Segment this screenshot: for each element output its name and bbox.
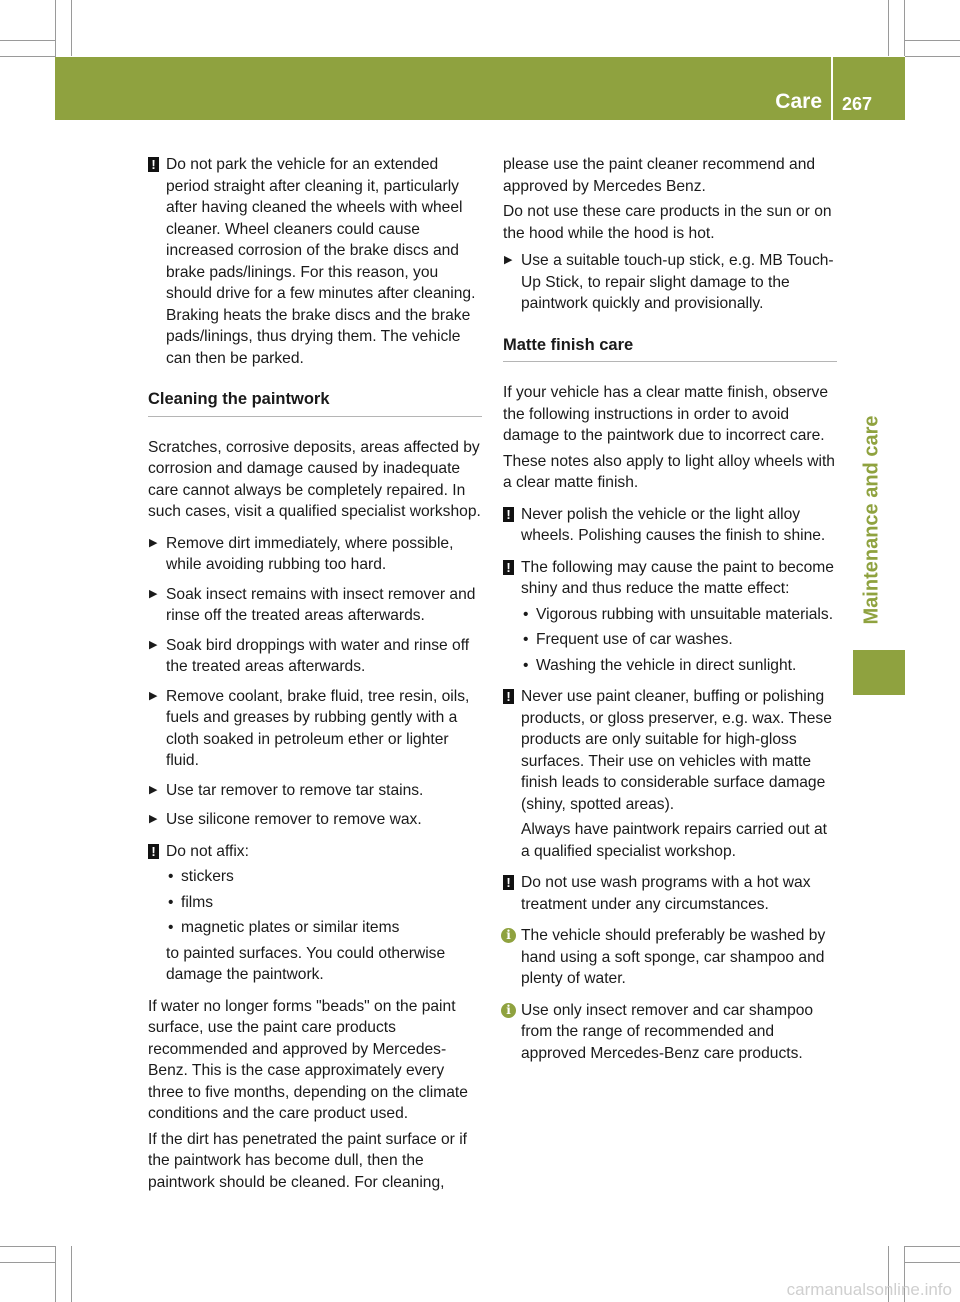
page-number: 267 — [842, 94, 873, 114]
step-item: ▶ Use a suitable touch-up stick, e.g. MB Touch-Up Stick, to repair slight damage to the paintwork quickly and provisionally. — [504, 252, 834, 312]
crop-mark — [55, 0, 56, 56]
warning-note: ! Never polish the vehicle or the light alloy wheels. Polishing causes the finish to shine. — [503, 504, 837, 547]
crop-mark — [905, 1246, 960, 1247]
warning-note: ! Do not use wash programs with a hot wax treatment under any circumstances. — [503, 872, 837, 915]
paragraph: Do not use these care products in the sun or on the hood while the hood is hot. — [503, 203, 832, 242]
list-item: • Vigorous rubbing with unsuitable materials. — [523, 605, 834, 623]
list-item: • Frequent use of car washes. — [523, 631, 733, 648]
step-item: ▶ Soak insect remains with insect remover and rinse off the treated areas afterwards. — [149, 585, 476, 624]
arrow-icon: ▶ — [149, 587, 158, 600]
side-tab-label: Maintenance and care — [860, 415, 883, 625]
warning-icon: ! — [148, 157, 159, 172]
arrow-icon: ▶ — [149, 536, 158, 549]
step-item: ▶ Use tar remover to remove tar stains. — [148, 780, 482, 802]
crop-mark — [905, 56, 960, 57]
step-item: ▶ Remove coolant, brake fluid, tree resin, oils, fuels and greases by rubbing gently with a cloth soaked in petroleum ether or lighter fluid. — [149, 687, 470, 769]
paragraph: Always have paintwork repairs carried out at a qualified specialist workshop. — [521, 821, 827, 860]
info-icon: i — [501, 1003, 516, 1018]
warning-note: ! The following may cause the paint to become shiny and thus reduce the matte effect: — [503, 557, 837, 600]
step-item: ▶ Remove dirt immediately, where possible, while avoiding rubbing too hard. — [149, 534, 454, 573]
warning-icon: ! — [503, 507, 514, 522]
left-column — [148, 154, 482, 1203]
paragraph: If your vehicle has a clear matte finish, observe the following instructions in order to avoid damage to the paintwork due to incorrect care. — [503, 384, 829, 444]
crop-mark — [0, 1262, 56, 1263]
crop-mark — [0, 56, 56, 57]
list-item: • stickers — [168, 868, 234, 885]
paragraph: These notes also apply to light alloy wheels with a clear matte finish. — [503, 452, 835, 491]
step-item: ▶ Soak bird droppings with water and rinse off the treated areas afterwards. — [149, 636, 470, 675]
arrow-icon: ▶ — [149, 638, 158, 651]
crop-mark — [71, 0, 72, 56]
paragraph: to painted surfaces. You could otherwise damage the paintwork. — [166, 944, 446, 983]
paragraph: please use the paint cleaner recommend and approved by Mercedes Benz. — [503, 156, 816, 195]
heading-matte-finish-care: Matte finish care — [503, 335, 837, 363]
crop-mark — [904, 0, 905, 56]
warning-icon: ! — [503, 560, 514, 575]
crop-mark — [888, 0, 889, 56]
arrow-icon: ▶ — [504, 254, 513, 266]
header-separator — [831, 57, 833, 120]
crop-mark — [0, 1246, 56, 1247]
warning-note: ! Do not affix: — [148, 841, 482, 863]
crop-mark — [71, 1246, 72, 1302]
crop-mark — [905, 40, 960, 41]
list-item: • magnetic plates or similar items — [168, 919, 400, 936]
warning-note: ! Never use paint cleaner, buffing or polishing products, or gloss preserver, e.g. wax. These products are only suitable for high-gloss surfaces. Their use on vehicles with matte finish leads to considerable surface damage (shiny, spotted areas). — [503, 686, 837, 815]
heading-cleaning-paintwork: Cleaning the paintwork — [148, 389, 482, 417]
section-title: Care — [775, 90, 822, 113]
watermark: carmanualsonline.info — [786, 1279, 952, 1299]
paragraph: If water no longer forms "beads" on the paint surface, use the paint care products recommended and approved by Mercedes-Benz. This is the case approximately every three to five months, depending on the climate conditions and the care product used. — [148, 997, 468, 1122]
crop-mark — [55, 1246, 56, 1302]
warning-note: ! Do not park the vehicle for an extended period straight after cleaning it, particularly after having cleaned the wheels with wheel cleaner. Wheel cleaners could cause increased corrosion of the brake discs and brake pads/linings. For this reason, you should drive for a few minutes after cleaning. Braking heats the brake discs and the brake pads/linings, thus drying them. The vehicle can then be parked. — [148, 154, 482, 369]
info-icon: i — [501, 928, 516, 943]
warning-icon: ! — [503, 689, 514, 704]
warning-icon: ! — [148, 844, 159, 859]
paragraph: Scratches, corrosive deposits, areas affected by corrosion and damage caused by inadequate care cannot always be completely repaired. In such cases, visit a qualified specialist workshop. — [148, 438, 481, 520]
crop-mark — [0, 40, 56, 41]
arrow-icon: ▶ — [149, 813, 158, 825]
arrow-icon: ▶ — [149, 783, 158, 796]
side-tab-marker — [853, 650, 905, 695]
info-note: i The vehicle should preferably be washed by hand using a soft sponge, car shampoo and plenty of water. — [503, 925, 837, 990]
info-note: i Use only insect remover and car shampoo from the range of recommended and approved Mercedes-Benz care products. — [503, 1000, 837, 1065]
warning-icon: ! — [503, 875, 514, 890]
right-column — [503, 154, 837, 1074]
list-item: • Washing the vehicle in direct sunlight. — [523, 656, 797, 674]
crop-mark — [905, 1262, 960, 1263]
step-item: ▶ Use silicone remover to remove wax. — [148, 809, 482, 831]
paragraph: If the dirt has penetrated the paint surface or if the paintwork has become dull, then the paintwork should be cleaned. For cleaning, — [148, 1130, 467, 1191]
list-item: • films — [168, 893, 214, 911]
arrow-icon: ▶ — [149, 689, 158, 702]
